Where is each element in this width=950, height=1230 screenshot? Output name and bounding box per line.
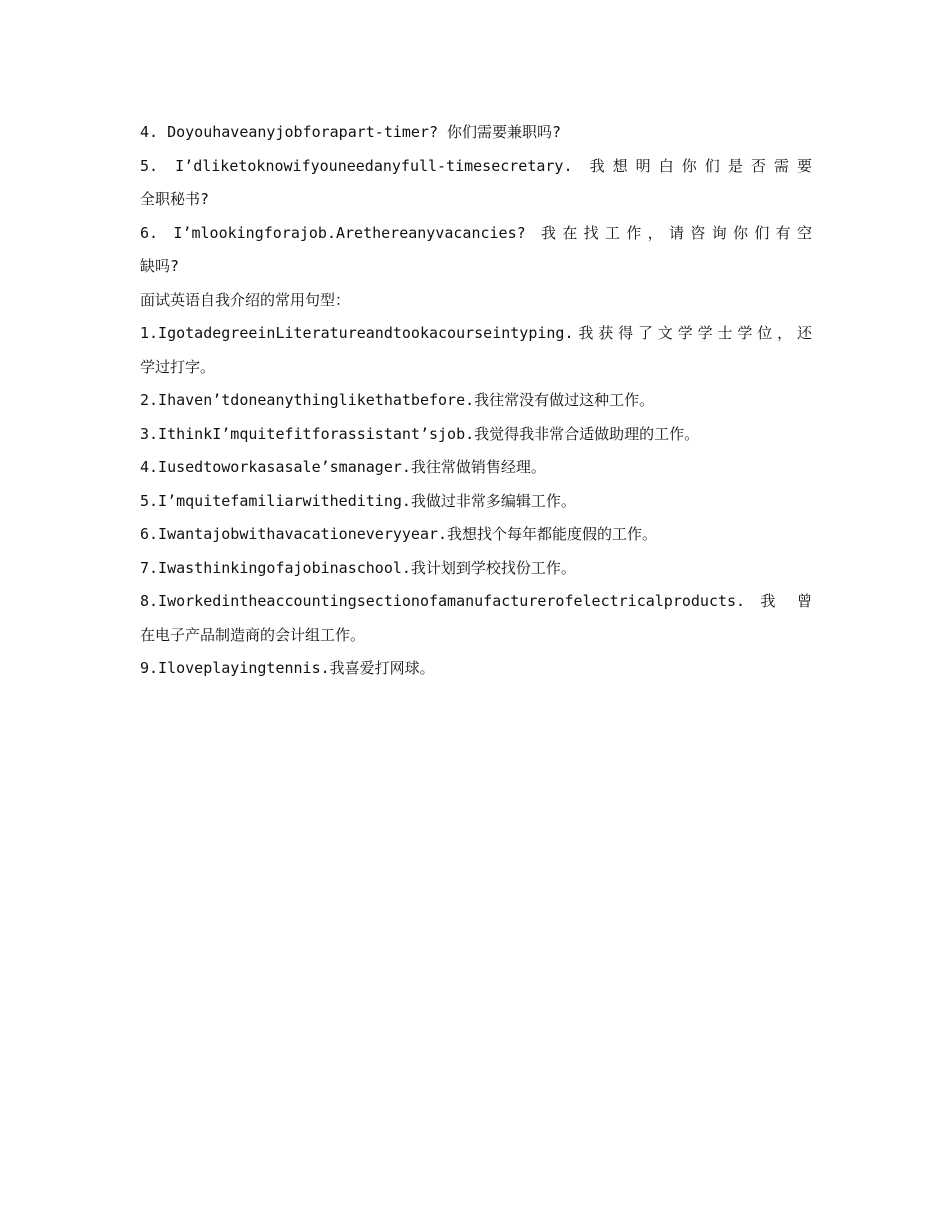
- document-body: [140, 116, 812, 686]
- text-line-item-2: 2.Ihaven’tdoneanythinglikethatbefore.我往常没有做过这种工作。: [140, 391, 655, 409]
- text-line-item-8-cont: 在电子产品制造商的会计组工作。: [140, 625, 366, 644]
- text-line-item-7: 7.Iwasthinkingofajobinaschool.我计划到学校找份工作。: [140, 558, 576, 577]
- text-line-q4: 4. Doyouhaveanyjobforapart-timer? 你们需要兼职吗?: [140, 123, 562, 141]
- text-line-item-3: 3.IthinkI’mquitefitforassistant’sjob.我觉得我非常合适做助理的工作。: [140, 424, 700, 443]
- text-line-q5-cont: 全职秘书?: [140, 190, 210, 208]
- text-line-item-1: 1.IgotadegreeinLiteratureandtookacourseintyping.我获得了文学学士学位，还: [140, 324, 812, 342]
- text-line-item-9: 9.Iloveplayingtennis.我喜爱打网球。: [140, 659, 435, 677]
- text-line-item-1-cont: 学过打字。: [140, 357, 216, 376]
- text-line-item-5: 5.I’mquitefamiliarwithediting.我做过非常多编辑工作。: [140, 491, 576, 510]
- section-heading: 面试英语自我介绍的常用句型：: [140, 290, 351, 309]
- text-line-q6-cont: 缺吗?: [140, 257, 180, 275]
- text-line-item-8: 8.Iworkedintheaccountingsectionofamanufacturerofelectricalproducts. 我 曾: [140, 592, 812, 610]
- text-line-q5: 5. I’dliketoknowifyouneedanyfull-timesecretary. 我想明白你们是否需要: [140, 156, 812, 175]
- text-line-q6: 6. I’mlookingforajob.Arethereanyvacancies? 我在找工作，请咨询你们有空: [140, 223, 812, 242]
- text-line-item-6: 6.Iwantajobwithavacationeveryyear.我想找个每年都能度假的工作。: [140, 525, 658, 543]
- text-line-item-4: 4.Iusedtoworkasasale’smanager.我往常做销售经理。: [140, 458, 546, 476]
